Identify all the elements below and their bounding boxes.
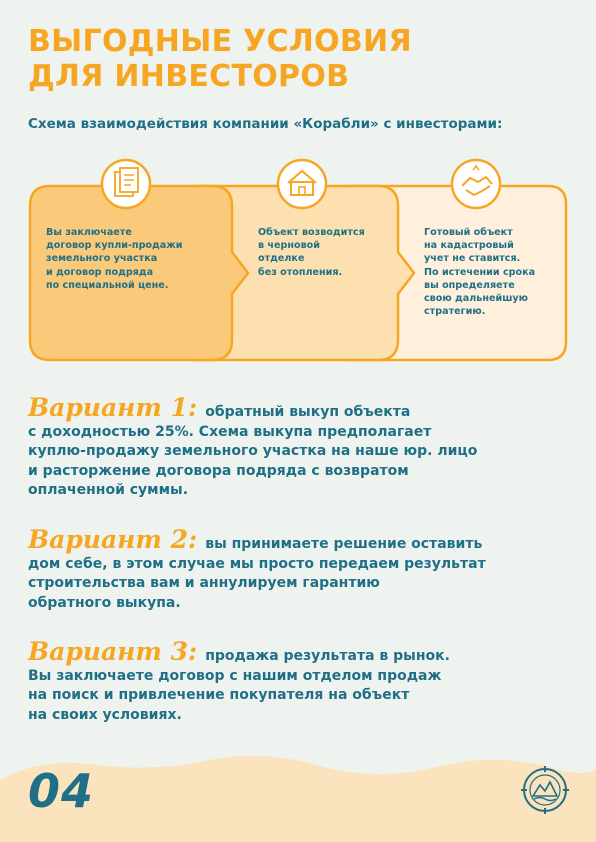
step-3-text: Готовый объект на кадастровый учет не ставится. По истечении срока вы определяете свою дальнейшую стратегию. [424,227,536,318]
step-2-text: Объект возводится в черновой отделке без отопления. [258,227,365,278]
step-1-text: Вы заключаете договор купли-продажи земельного участка и договор подряда по специальной цене. [46,227,183,291]
page-title [28,24,412,94]
variant-1-label: Вариант 1: [28,393,198,422]
document-contract-icon [102,160,150,208]
variant-3-label: Вариант 3: [28,637,198,666]
house-icon [278,160,326,208]
variant-2-label: Вариант 2: [28,525,198,554]
title-line-1: ВЫГОДНЫЕ УСЛОВИЯ [28,24,412,59]
page-number: 04 [28,764,95,818]
title-line-2: ДЛЯ ИНВЕСТОРОВ [28,59,350,94]
variant-1: Вариант 1: обратный выкуп объекта с доходностью 25%. Схема выкупа предполагает куплю-продажу земельного участка на наше юр. лицо и расторжение договора подряда с возвратом оплаченной суммы. [28,393,478,498]
variant-3: Вариант 3: продажа результата в рынок. Вы заключаете договор с нашим отделом продаж на поиск и привлечение покупателя на объект на своих условиях. [28,637,450,723]
scheme-subtitle: Схема взаимодействия компании «Корабли» с инвесторами: [28,116,503,132]
handshake-icon [452,160,500,208]
company-logo-icon [520,765,570,815]
variant-2: Вариант 2: вы принимаете решение оставить дом себе, в этом случае мы просто передаем результат строительства вам и аннулируем гарантию обратного выкупа. [28,525,486,611]
